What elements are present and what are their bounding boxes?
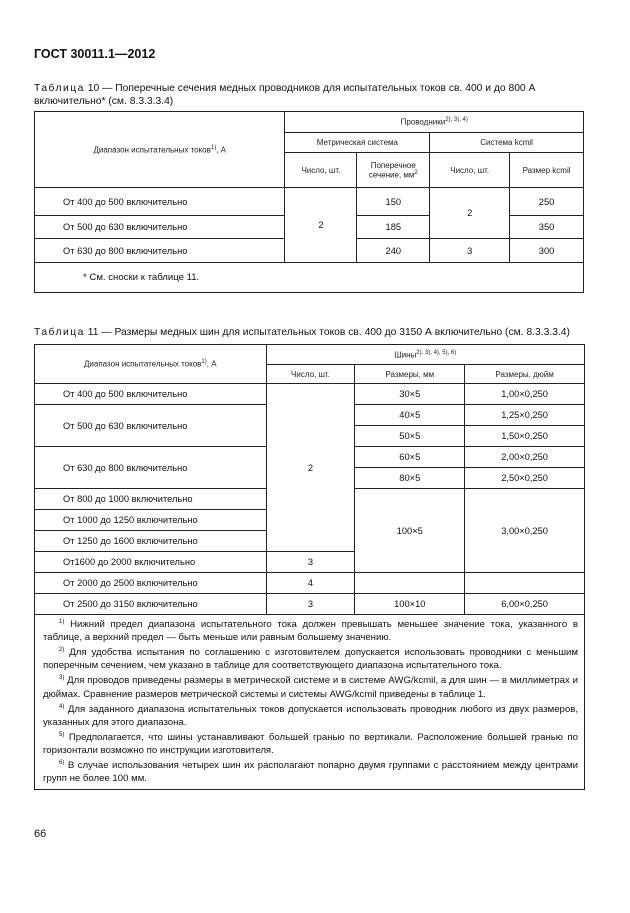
footnote: $^{4)}$ Для заданного диапазона испытательных токов допускается использовать проводник любого из двух размеров, указанных для этого диапазона. <box>43 703 578 728</box>
t11-count-cell: 4 <box>266 573 355 594</box>
table-row <box>35 384 585 405</box>
t11-inch-cell: 1,25×0,250 <box>465 405 585 426</box>
t10-header-metric: Метрическая система <box>285 133 430 153</box>
t11-count-cell: 2 <box>266 384 355 552</box>
t11-header-bars: Шины$^{2), 3), 4), 5), 6)}$ <box>266 345 584 365</box>
t11-mm-cell: 60×5 <box>355 447 465 468</box>
footnote: $^{3)}$ Для проводов приведены размеры в метрической системе и в системе AWG/kcmil, а для шин — в миллиметрах и дюймах. Сравнение размеров метрической системы и системы AWG/kcmil приведены в таблице 1. <box>43 675 578 700</box>
t11-inch-cell: 1,00×0,250 <box>465 384 585 405</box>
t10-range-cell: От 500 до 630 включительно <box>35 216 285 239</box>
t10-size-cell: 350 <box>510 216 584 239</box>
t11-range-cell: От 2000 до 2500 включительно <box>35 573 267 594</box>
t11-mm-cell: 40×5 <box>355 405 465 426</box>
t10-range-cell: От 400 до 500 включительно <box>35 188 285 216</box>
t11-inch-cell: 1,50×0,250 <box>465 426 585 447</box>
t10-section-cell: 240 <box>357 239 430 263</box>
table-11 <box>34 344 585 790</box>
footnote: $^{2)}$ Для удобства испытания по соглашению с изготовителем допускается использовать проводники с меньшим поперечным сечением, чем указано в таблице для соответствующего диапазона испытательного тока. <box>43 647 578 672</box>
t11-mm-cell: 30×5 <box>355 384 465 405</box>
t10-header-conductors: Проводники$^{2), 3), 4)}$ <box>285 112 584 133</box>
t10-range-cell: От 630 до 800 включительно <box>35 239 285 263</box>
t11-inch-cell: 2,50×0,250 <box>465 468 585 489</box>
footnote: $^{5)}$ Предполагается, что шины устанавливают большей гранью по вертикали. Расположение большей гранью по горизонтали возможно по инструкции изготовителя. <box>43 731 578 756</box>
t11-range-cell: От 800 до 1000 включительно <box>35 489 267 510</box>
t10-header-section: Поперечное сечение, $мм^2$ <box>357 153 430 188</box>
t11-count-cell: 3 <box>266 552 355 573</box>
t10-size-cell: 250 <box>510 188 584 216</box>
t11-footnotes <box>35 615 585 790</box>
t11-range-cell: От 2500 до 3150 включительно <box>35 594 267 615</box>
t10-kcmil-count-cell: 2 <box>430 188 510 239</box>
table-11-caption-label: Таблица <box>34 327 85 338</box>
table-10-caption-label: Таблица <box>34 83 85 94</box>
t11-range-cell: От1600 до 2000 включительно <box>35 552 267 573</box>
t10-note: * См. сноски к таблице 11. <box>35 263 584 293</box>
t10-section-cell: 150 <box>357 188 430 216</box>
t10-header-size: Размер kcmil <box>510 153 584 188</box>
t11-count-cell: 3 <box>266 594 355 615</box>
t11-range-cell: От 1250 до 1600 включительно <box>35 531 267 552</box>
table-10 <box>34 111 584 293</box>
document-title: ГОСТ 30011.1—2012 <box>34 47 156 61</box>
t10-header-range: Диапазон испытательных токов$^{1)}$, А <box>35 112 285 188</box>
t11-inch-cell: 2,00×0,250 <box>465 447 585 468</box>
t11-range-cell: От 400 до 500 включительно <box>35 384 267 405</box>
t10-count-cell: 2 <box>285 188 357 263</box>
t10-header-count-kcmil: Число, шт. <box>430 153 510 188</box>
t11-inch-cell: 3,00×0,250 <box>465 489 585 573</box>
page-number: 66 <box>34 828 47 840</box>
table-row <box>35 188 584 216</box>
table-11-caption <box>34 326 604 339</box>
t11-header-range: Диапазон испытательных токов$^{1)}$, А <box>35 345 267 384</box>
table-10-caption <box>34 82 596 108</box>
table-row <box>35 573 585 594</box>
table-10-caption-text: 10 — Поперечные сечения медных проводников для испытательных токов св. 400 и до 800 А включительно* (см. 8.3.3.3.4) <box>34 83 536 107</box>
t10-header-count: Число, шт. <box>285 153 357 188</box>
t11-mm-cell: 100×10 <box>355 594 465 615</box>
t11-range-cell: От 500 до 630 включительно <box>35 405 267 447</box>
table-row <box>35 594 585 615</box>
t10-header-kcmil: Система kcmil <box>430 133 584 153</box>
t11-mm-cell: 80×5 <box>355 468 465 489</box>
t11-header-size-mm: Размеры, мм <box>355 365 465 384</box>
t11-inch-cell: 6,00×0,250 <box>465 594 585 615</box>
t11-range-cell: От 1000 до 1250 включительно <box>35 510 267 531</box>
table-11-caption-text: 11 — Размеры медных шин для испытательных токов св. 400 до 3150 А включительно (см. 8.3.3.3.4) <box>87 327 570 338</box>
t11-header-count: Число, шт. <box>266 365 355 384</box>
t10-section-cell: 185 <box>357 216 430 239</box>
t11-range-cell: От 630 до 800 включительно <box>35 447 267 489</box>
t11-mm-cell: 100×5 <box>355 489 465 573</box>
t11-mm-cell: 50×5 <box>355 426 465 447</box>
t10-kcmil-count-cell: 3 <box>430 239 510 263</box>
footnote: $^{6)}$ В случае использования четырех шин их располагают попарно двумя группами с расстоянием между центрами групп не более 100 мм. <box>43 759 578 785</box>
t11-header-size-inch: Размеры, дюйм <box>465 365 585 384</box>
t10-size-cell: 300 <box>510 239 584 263</box>
footnote: $^{1)}$ Нижний предел диапазона испытательного тока должен превышать меньшее значение тока, указанного в таблице, а верхний предел — быть меньше или равным большему значению. <box>43 619 578 644</box>
